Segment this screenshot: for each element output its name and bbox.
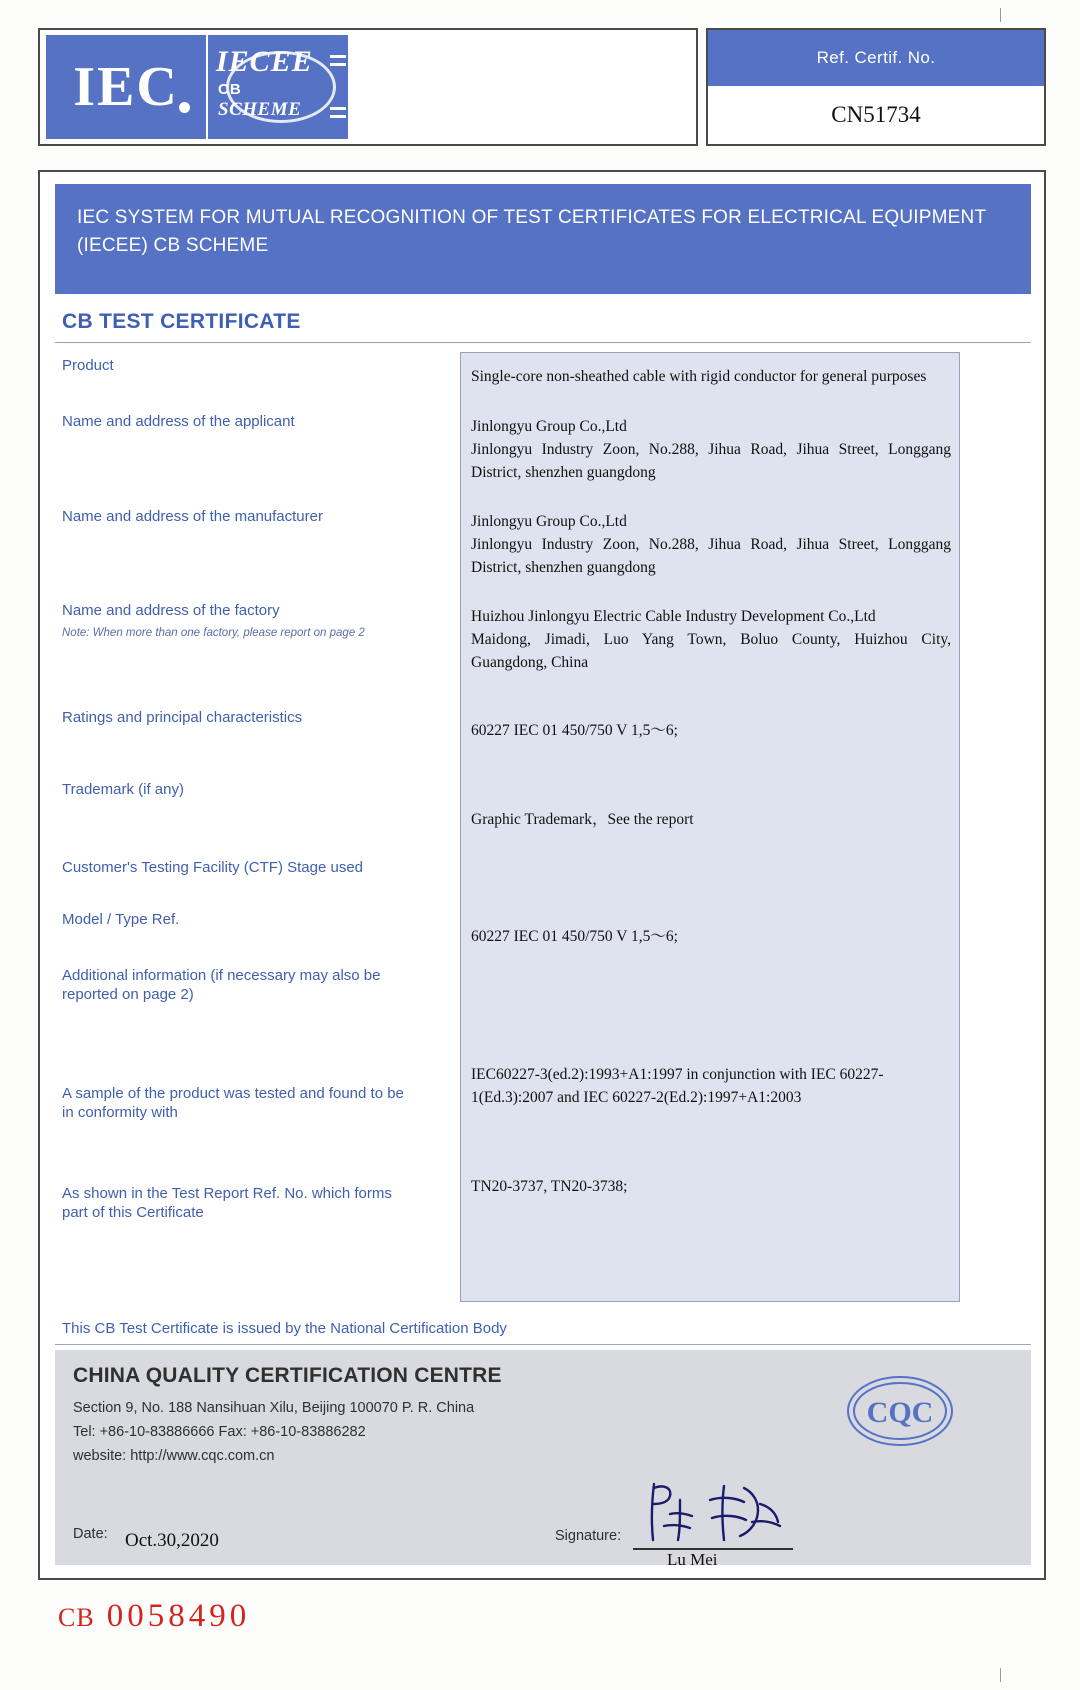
date-label: Date:	[73, 1526, 108, 1542]
value-ratings: 60227 IEC 01 450/750 V 1,5～6;	[471, 722, 678, 739]
label-test-report	[62, 1184, 412, 1222]
title-divider	[55, 342, 1031, 343]
label-additional-info	[62, 966, 412, 1004]
label-trademark	[62, 780, 184, 799]
label-factory-note: Note: When more than one factory, please report on page 2	[62, 627, 365, 639]
issued-by-divider	[55, 1344, 1031, 1345]
value-factory: Huizhou Jinlongyu Electric Cable Industry Development Co.,Ltd Maidong, Jimadi, Luo Yang Town, Boluo County, Huizhou City, Guangdong, China	[471, 608, 951, 671]
iecee-logo-icon	[208, 35, 348, 139]
handwritten-signature-icon	[640, 1478, 790, 1548]
page-title: CB TEST CERTIFICATE	[62, 310, 301, 333]
serial-number	[58, 1598, 250, 1635]
iecee-bar-icon-3	[330, 107, 346, 110]
crop-mark-top	[1000, 8, 1001, 22]
label-text: Model / Type Ref.	[62, 911, 180, 928]
signatory-name: Lu Mei	[667, 1550, 718, 1569]
label-conformity	[62, 1084, 412, 1122]
certification-body-phone: Tel: +86-10-83886666 Fax: +86-10-83886282	[73, 1424, 366, 1440]
ref-certif-label: Ref. Certif. No.	[708, 30, 1044, 86]
value-model-type: 60227 IEC 01 450/750 V 1,5～6;	[471, 928, 678, 945]
iecee-bar-icon-1	[330, 55, 346, 58]
label-text: Name and address of the manufacturer	[62, 508, 323, 525]
label-text: Product	[62, 357, 114, 374]
certificate-body	[38, 170, 1046, 1580]
cqc-logo-icon	[845, 1372, 955, 1450]
ref-certif-value: CN51734	[831, 102, 921, 127]
label-model-type	[62, 910, 179, 929]
scheme-logo-text: SCHEME	[218, 99, 302, 120]
iecee-bar-icon-4	[330, 115, 346, 118]
certification-body-name: CHINA QUALITY CERTIFICATION CENTRE	[73, 1364, 502, 1387]
value-product: Single-core non-sheathed cable with rigid conductor for general purposes	[471, 368, 927, 385]
value-applicant: Jinlongyu Group Co.,Ltd Jinlongyu Industry Zoon, No.288, Jihua Road, Jihua Street, Longgang District, shenzhen guangdong	[471, 418, 951, 481]
ref-certif-box	[706, 28, 1046, 146]
label-text: Name and address of the applicant	[62, 413, 295, 430]
label-applicant	[62, 412, 295, 431]
label-factory	[62, 601, 365, 643]
label-text: Ratings and principal characteristics	[62, 709, 303, 726]
label-text: As shown in the Test Report Ref. No. which forms part of this Certificate	[62, 1185, 392, 1221]
iec-logo-icon	[46, 35, 206, 139]
issued-by-note: This CB Test Certificate is issued by the National Certification Body	[62, 1320, 507, 1337]
svg-text:CQC: CQC	[866, 1396, 934, 1429]
field-values-panel	[460, 352, 960, 1302]
value-test-report: TN20-3737, TN20-3738;	[471, 1178, 628, 1195]
label-text: Additional information (if necessary may also be reported on page 2)	[62, 967, 381, 1003]
certification-body-footer	[55, 1350, 1031, 1569]
label-ratings	[62, 708, 302, 727]
label-product	[62, 356, 114, 375]
iecee-logo-text: IECEE	[216, 45, 313, 78]
cb-logo-text: CB	[218, 81, 242, 98]
serial-digits: 0058490	[106, 1598, 251, 1634]
iecee-logo-box	[38, 28, 698, 146]
certification-body-website[interactable]: website: http://www.cqc.com.cn	[73, 1448, 275, 1464]
serial-prefix: CB	[58, 1603, 95, 1632]
label-manufacturer	[62, 507, 323, 526]
certification-body-address: Section 9, No. 188 Nansihuan Xilu, Beijing 100070 P. R. China	[73, 1400, 475, 1416]
value-trademark: Graphic Trademark，See the report	[471, 811, 694, 828]
iecee-scheme-banner: IEC SYSTEM FOR MUTUAL RECOGNITION OF TEST CERTIFICATES FOR ELECTRICAL EQUIPMENT (IECEE) CB SCHEME	[55, 184, 1031, 294]
iec-logo-dot-icon	[179, 102, 190, 113]
iec-logo-text: IEC	[73, 56, 179, 118]
value-conformity: IEC60227-3(ed.2):1993+A1:1997 in conjunction with IEC 60227-1(Ed.3):2007 and IEC 60227-2(Ed.2):1997+A1:2003	[471, 1066, 884, 1106]
iecee-bar-icon-2	[330, 63, 346, 66]
date-value: Oct.30,2020	[125, 1530, 219, 1551]
label-text: Name and address of the factory	[62, 602, 280, 619]
crop-mark-bottom	[1000, 1668, 1001, 1682]
label-text: Customer's Testing Facility (CTF) Stage used	[62, 859, 364, 876]
value-manufacturer: Jinlongyu Group Co.,Ltd Jinlongyu Industry Zoon, No.288, Jihua Road, Jihua Street, Longgang District, shenzhen guangdong	[471, 513, 951, 576]
signature-label: Signature:	[555, 1528, 622, 1544]
label-text: A sample of the product was tested and found to be in conformity with	[62, 1085, 404, 1121]
label-ctf-stage	[62, 858, 363, 877]
header-row	[38, 28, 1046, 148]
label-text: Trademark (if any)	[62, 781, 184, 798]
